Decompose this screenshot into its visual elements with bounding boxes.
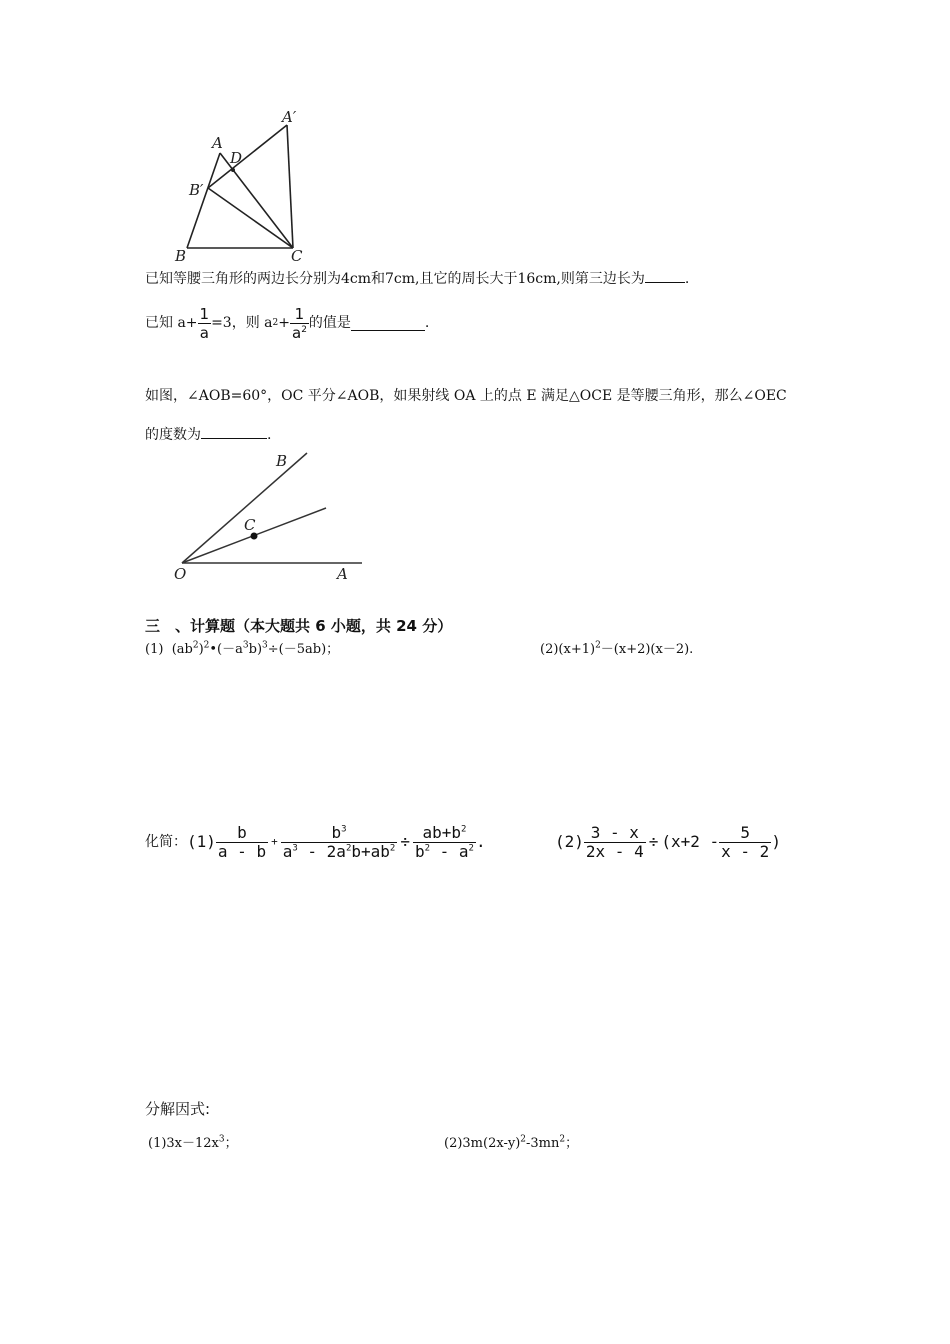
calc-p1-a-exp: 2 [192, 640, 199, 651]
factor-p2-b: -3mn [526, 1136, 560, 1151]
factor-p2-end: ； [565, 1136, 579, 1151]
calc-p2-b: －(x+2)(x－2). [600, 642, 694, 657]
calc-p2-a: (2)(x+1) [540, 642, 596, 657]
factor-problem-1 [148, 1134, 238, 1154]
label-c: C [291, 247, 303, 265]
factor-heading: 分解因式: [145, 1100, 211, 1118]
e1-f3-num [420, 824, 468, 842]
question-isosceles [145, 268, 689, 289]
frac2-den-base: a [291, 323, 302, 342]
question-isosceles-text: 已知等腰三角形的两边长分别为4cm和7cm,且它的周长大于16cm,则第三边长为 [145, 271, 645, 287]
factor-p2-a-exp: 2 [520, 1134, 527, 1145]
e1-f2-den-a: a [282, 841, 293, 861]
e1-f2-num-base: b [331, 822, 342, 842]
factor-p2-b-exp: 2 [559, 1134, 566, 1145]
segment-b-prime-c [208, 188, 293, 248]
segment-ac [220, 153, 293, 248]
calc-p2-a-exp: 2 [595, 640, 601, 651]
question-angle-line1: 如图，∠AOB=60°，OC 平分∠AOB，如果射线 OA 上的点 E 满足△OCE 是等腰三角形，那么∠OEC [145, 388, 787, 404]
e2-f2-den: x - 2 [721, 841, 770, 861]
calc-problem-2 [540, 640, 693, 660]
calc-p1-a: (ab [171, 642, 193, 657]
calc-p1-d: b) [248, 642, 263, 657]
calc-p1-c-exp: 3 [242, 640, 249, 651]
simplify-e2-frac2 [719, 824, 771, 861]
label-o: O [174, 565, 187, 583]
answer-blank[interactable] [351, 316, 425, 331]
e2-f1-num: 3 - x [590, 822, 639, 842]
e1-f1-num: b [237, 822, 247, 842]
label-b: B [276, 452, 288, 470]
point-d [231, 168, 235, 172]
e1-f3-num-exp: 2 [461, 824, 467, 835]
e2-close: ) [771, 832, 781, 851]
label-d: D [230, 149, 243, 167]
q2-mid: =3，则 a [211, 315, 273, 331]
factor-p1-end: ； [224, 1136, 238, 1151]
calc-p1-d-exp: 3 [262, 640, 268, 651]
e1-f2-num-exp: 3 [341, 824, 347, 835]
factor-problem-2 [444, 1134, 578, 1154]
e1-f2-den-b: - 2a [297, 841, 346, 861]
e1-plus: + [271, 835, 278, 848]
label-a-prime: A′ [282, 108, 297, 126]
e1-f2-den-c-exp: 2 [389, 843, 396, 854]
triangle-figure [170, 105, 310, 265]
frac1-numerator: 1 [199, 304, 210, 323]
answer-blank[interactable] [201, 424, 267, 439]
simplify-e2-frac1 [584, 824, 646, 861]
segment-ba [187, 153, 220, 248]
simplify-e2-label: (2) [555, 832, 584, 851]
fraction-one-over-a [198, 305, 212, 342]
q2-prefix: 已知 a+ [145, 315, 198, 331]
simplify-label: 化简： [145, 834, 187, 850]
q3-line2-text: 的度数为 [145, 427, 201, 443]
question-angle-line2 [145, 424, 271, 445]
simplify-e1-frac3 [413, 824, 476, 861]
factor-p2-a: (2)3m(2x-y) [444, 1136, 521, 1151]
e1-f3-den-a-exp: 2 [424, 843, 431, 854]
e2-f2-num: 5 [740, 822, 751, 842]
e1-f3-num-a: ab+b [422, 822, 462, 842]
simplify-e1-frac1 [216, 824, 268, 861]
frac2-numerator: 1 [294, 304, 305, 323]
e1-f2-den-a-exp: 3 [292, 843, 298, 854]
e2-f1-den: 2x - 4 [585, 841, 644, 861]
simplify-problem-2 [555, 814, 781, 870]
e1-f2-den-c: b+ab [351, 841, 390, 861]
simplify-e1-label: (1) [187, 832, 216, 851]
e1-f2-den [281, 842, 398, 861]
label-b: B [175, 247, 187, 265]
label-b-prime: B′ [189, 181, 204, 199]
fraction-one-over-a-squared [290, 305, 309, 342]
calc-problem-1 [145, 640, 339, 660]
label-a: A [337, 565, 348, 583]
simplify-e1-frac2 [281, 824, 398, 861]
factor-p1-a: (1)3x－12x [148, 1136, 219, 1151]
frac1-denominator: a [199, 323, 209, 342]
q2-plus: + [278, 315, 290, 331]
ray-ob [182, 453, 307, 563]
e1-f3-den-b: - a [430, 841, 469, 861]
label-a: A [212, 134, 223, 152]
frac2-den-exp: 2 [301, 324, 307, 335]
label-c: C [244, 516, 256, 534]
e1-f3-den [413, 842, 476, 861]
calc-p1-b: ) [198, 642, 204, 657]
section-heading: 三 、计算题（本大题共 6 小题，共 24 分） [145, 617, 453, 635]
answer-blank[interactable] [645, 268, 685, 283]
e1-end: . [475, 832, 486, 851]
question-reciprocal: 已知 a+ $\frac{1}{a}$ =3，则 a 2 + $\frac{1}{a^2}$ 的值是 . [145, 304, 430, 342]
e1-f2-num [329, 824, 348, 842]
q2-end: . [424, 315, 430, 331]
calc-p1-label: (1) [145, 642, 164, 657]
q3-end: . [267, 427, 272, 443]
simplify-problem-1 [145, 814, 486, 870]
e1-f3-den-a: b [414, 841, 425, 861]
q2-suffix: 的值是 [308, 315, 351, 331]
segment-ca-prime [287, 125, 293, 248]
calc-p1-b-exp: 2 [203, 640, 210, 651]
e2-open: (x+2 - [661, 832, 720, 851]
factor-p1-exp: 3 [218, 1134, 225, 1145]
e1-f2-den-b-exp: 2 [345, 843, 352, 854]
e1-divide: ÷ [400, 832, 410, 851]
question-isosceles-end: . [684, 271, 690, 287]
angle-figure [170, 448, 370, 588]
e1-f1-den: a - b [217, 841, 267, 861]
calc-p1-e: ÷(－5ab)； [267, 642, 340, 657]
calc-p1-c: •(－a [209, 642, 243, 657]
frac2-denominator [290, 323, 309, 342]
e2-divide: ÷ [648, 832, 659, 851]
e1-f3-den-b-exp: 2 [468, 843, 474, 854]
